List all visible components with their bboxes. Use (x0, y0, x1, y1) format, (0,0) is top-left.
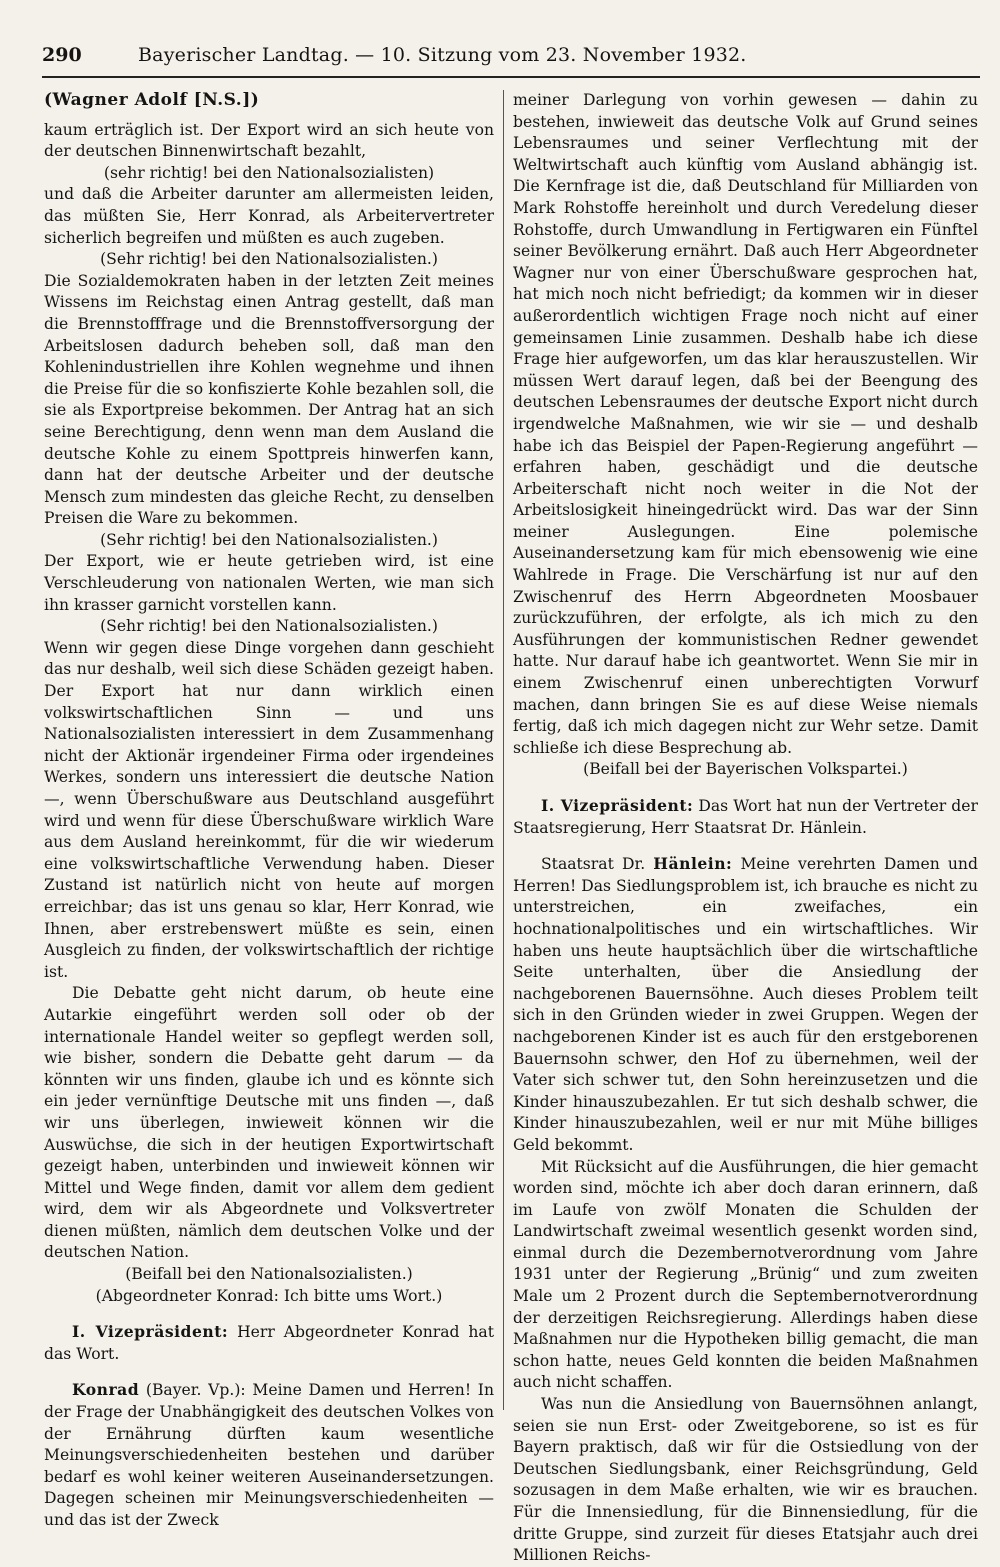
right-column (513, 90, 978, 1565)
speaker-turn: I. Vizepräsident: Herr Abgeordneter Konrad hat das Wort. (44, 1322, 494, 1363)
header-rule (42, 76, 980, 78)
paragraph: Der Export, wie er heute getrieben wird, ist eine Verschleuderung von nationalen Werten, wie man sich ihn krasser garnicht vorstellen kann. (44, 552, 494, 614)
paragraph: Was nun die Ansiedlung von Bauernsöhnen anlangt, seien sie nun Erst- oder Zweitgeborene, so ist es für Bayern praktisch, daß wir für die Ostsiedlung von der Deutschen Siedlungsbank, einer Reichsgründung, Geld sozusagen in dem Maße erhalten, wie wir es brauchen. Für die Innensiedlung, für die Binnensiedlung, für die dritte Gruppe, sind zurzeit für dieses Etatsjahr auch drei Millionen Reichs- (513, 1395, 978, 1565)
speaker-turn: I. Vizepräsident: Das Wort hat nun der Vertreter der Staatsregierung, Herr Staatsrat Dr. Hänlein. (513, 796, 978, 837)
speaker-name: I. Vizepräsident: (541, 796, 694, 815)
left-column (44, 90, 494, 1529)
speaker-name: Hänlein: (653, 854, 733, 874)
speaker-continuation-head: (Wagner Adolf [N.S.]) (44, 90, 260, 110)
speaker-turn: Konrad (Bayer. Vp.): Meine Damen und Herren! In der Frage der Unabhängigkeit des deutschen Volkes von der Ernährung dürften kaum wesentliche Meinungsverschiedenheiten bestehen und darüber bedarf es wohl keiner weiteren Auseinandersetzungen. Dagegen scheinen mir Meinungsverschiedenheiten — und das ist der Zweck (44, 1380, 494, 1529)
running-title: Bayerischer Landtag. — 10. Sitzung vom 23. November 1932. (138, 44, 747, 66)
speaker-name: I. Vizepräsident: (72, 1322, 229, 1342)
interjection: (Beifall bei der Bayerischen Volkspartei.) (583, 760, 908, 779)
interjection: (Sehr richtig! bei den Nationalsozialisten.) (100, 617, 438, 636)
paragraph: Die Sozialdemokraten haben in der letzten Zeit meines Wissens im Reichstag einen Antrag gestellt, daß man die Brennstofffrage und die Brennstoffversorgung der Arbeitslosen dadurch beheben soll, daß man den Kohlenindustriellen ihre Kohlen wegnehme und ihnen die Preise für die so konfiszierte Kohle bezahlen soll, die sie als Exportpreise bekommen. Der Antrag hat an sich seine Berechtigung, denn wenn man dem Ausland die deutsche Kohle zu einem Spottpreis hinwerfen kann, dann hat der deutsche Arbeiter und der deutsche Mensch zum mindesten das gleiche Recht, zu denselben Preisen die Ware zu bekommen. (44, 271, 494, 528)
interjection: (Sehr richtig! bei den Nationalsozialisten.) (100, 530, 438, 549)
paragraph: Mit Rücksicht auf die Ausführungen, die hier gemacht worden sind, möchte ich aber doch daran erinnern, daß im Laufe von zwölf Monaten die Schulden der Landwirtschaft zweimal wesentlich gesenkt worden sind, einmal durch die Dezembernotverordnung vom Jahre 1931 unter der Regierung „Brünig“ und zum zweiten Male um 2 Prozent durch die Septembernotverordnung der derzeitigen Reichsregierung. Allerdings haben diese Maßnahmen nur die Hypotheken billig gemacht, die man schon hatte, neues Geld konnten die beiden Maßnahmen auch nicht schaffen. (513, 1157, 978, 1392)
interjection: (Sehr richtig! bei den Nationalsozialisten.) (100, 250, 438, 269)
interjection: (Abgeordneter Konrad: Ich bitte ums Wort.) (95, 1286, 443, 1305)
speaker-name: Konrad (72, 1380, 140, 1400)
page-number: 290 (42, 44, 82, 66)
speaker-turn: Staatsrat Dr. Hänlein: Meine verehrten Damen und Herren! Das Siedlungsproblem ist, ich brauche es nicht zu unterstreichen, ein zweifaches, ein hochnationalpolitisches und ein wirtschaftliches. Wir haben uns heute hauptsächlich über die wirtschaftliche Seite unterhalten, über die Ansiedlung der nachgeborenen Bauernsöhne. Auch dieses Problem teilt sich in den Gründen wieder in zwei Gruppen. Wegen der nachgeborenen Kinder ist es auch für den erstgeborenen Bauernsohn schwer, den Hof zu übernehmen, weil der Vater sich schwer tut, den Sohn hereinzusetzen und die Kinder hinauszubezahlen. Er tut sich deshalb schwer, die Kinder hinauszubezahlen, weil er nur mit Mühe billiges Geld bekommt. (513, 854, 978, 1154)
interjection: (Beifall bei den Nationalsozialisten.) (125, 1265, 413, 1284)
paragraph: meiner Darlegung von vorhin gewesen — dahin zu bestehen, inwieweit das deutsche Volk auf Grund seines Lebensraumes und seiner Verflechtung mit der Weltwirtschaft auch künftig vom Ausland abhängig ist. Die Kernfrage ist die, daß Deutschland für Milliarden von Mark Rohstoffe hereinholt und durch Veredelung dieser Rohstoffe, durch Umwandlung in Fertigwaren ein Fünftel seiner Bevölkerung ernährt. Daß auch Herr Abgeordneter Wagner nur von einer Überschußware gesprochen hat, hat mich noch nicht befriedigt; da kommen wir in dieser außerordentlich wichtigen Frage noch nicht auf einer gemeinsamen Linie zusammen. Deshalb habe ich diese Frage hier aufgeworfen, um das klar herauszustellen. Wir müssen Wert darauf legen, daß bei der Beengung des deutschen Lebensraumes der deutsche Export nicht durch irgendwelche Maßnahmen, wie wir sie — und deshalb habe ich das Beispiel der Papen-Regierung angeführt — erfahren haben, geschädigt und die deutsche Arbeiterschaft nicht noch weiter in die Not der Arbeitslosigkeit hineingedrückt wird. Das war der Sinn meiner Auslegungen. Eine polemische Auseinandersetzung kam für mich ebensowenig wie eine Wahlrede in Frage. Die Verschärfung ist nur auf den Zwischenruf des Herrn Abgeordneten Moosbauer zurückzuführen, der erfolgte, als ich mich zu den Ausführungen der kommunistischen Redner gewendet hatte. Nur darauf habe ich geantwortet. Wenn Sie mir in einem Zwischenruf einen unberechtigten Vorwurf machen, dann bringen Sie es auf diese Weise niemals fertig, daß ich mich dagegen nicht zur Wehr setze. Damit schließe ich diese Besprechung ab. (513, 91, 978, 757)
paragraph: Wenn wir gegen diese Dinge vorgehen dann geschieht das nur deshalb, weil sich diese Schäden gezeigt haben. Der Export hat nur dann wirklich einen volkswirtschaftlichen Sinn — und uns Nationalsozialisten interessiert in dem Zusammenhang nicht der Aktionär irgendeiner Firma oder irgendeines Werkes, sondern uns interessiert die deutsche Nation —, wenn Überschußware aus Deutschland ausgeführt wird und wenn für diese Überschußware wirklich Ware aus dem Ausland hereinkommt, für die wir wiederum eine volkswirtschaftliche Verwendung haben. Dieser Zustand ist natürlich nicht von heute auf morgen erreichbar; das ist uns genau so klar, Herr Konrad, wie Ihnen, aber erstrebenswert müßte es sein, einen Ausgleich zu finden, der volkswirtschaftlich der richtige ist. (44, 638, 494, 981)
column-divider (503, 90, 504, 1410)
interjection: (sehr richtig! bei den Nationalsozialisten) (103, 163, 435, 182)
page-header (42, 44, 980, 72)
paragraph: kaum erträglich ist. Der Export wird an sich heute von der deutschen Binnenwirtschaft bezahlt, (44, 120, 494, 161)
paragraph: Die Debatte geht nicht darum, ob heute eine Autarkie eingeführt werden soll oder ob der internationale Handel weiter so gepflegt werden soll, wie bisher, sondern die Debatte geht darum — da könnten wir uns finden, glaube ich und es könnte sich ein jeder vernünftige Deutsche mit uns finden —, daß wir uns überlegen, inwieweit können wir die Auswüchse, die sich in der heutigen Exportwirtschaft gezeigt haben, unterbinden und inwieweit können wir Mittel und Wege finden, damit vor allem dem gedient wird, dem wir als Abgeordnete und Volksvertreter dienen müßten, nämlich dem deutschen Volke und der deutschen Nation. (44, 984, 494, 1262)
paragraph: und daß die Arbeiter darunter am allermeisten leiden, das müßten Sie, Herr Konrad, als Arbeitervertreter sicherlich begreifen und müßten es auch zugeben. (44, 185, 494, 247)
